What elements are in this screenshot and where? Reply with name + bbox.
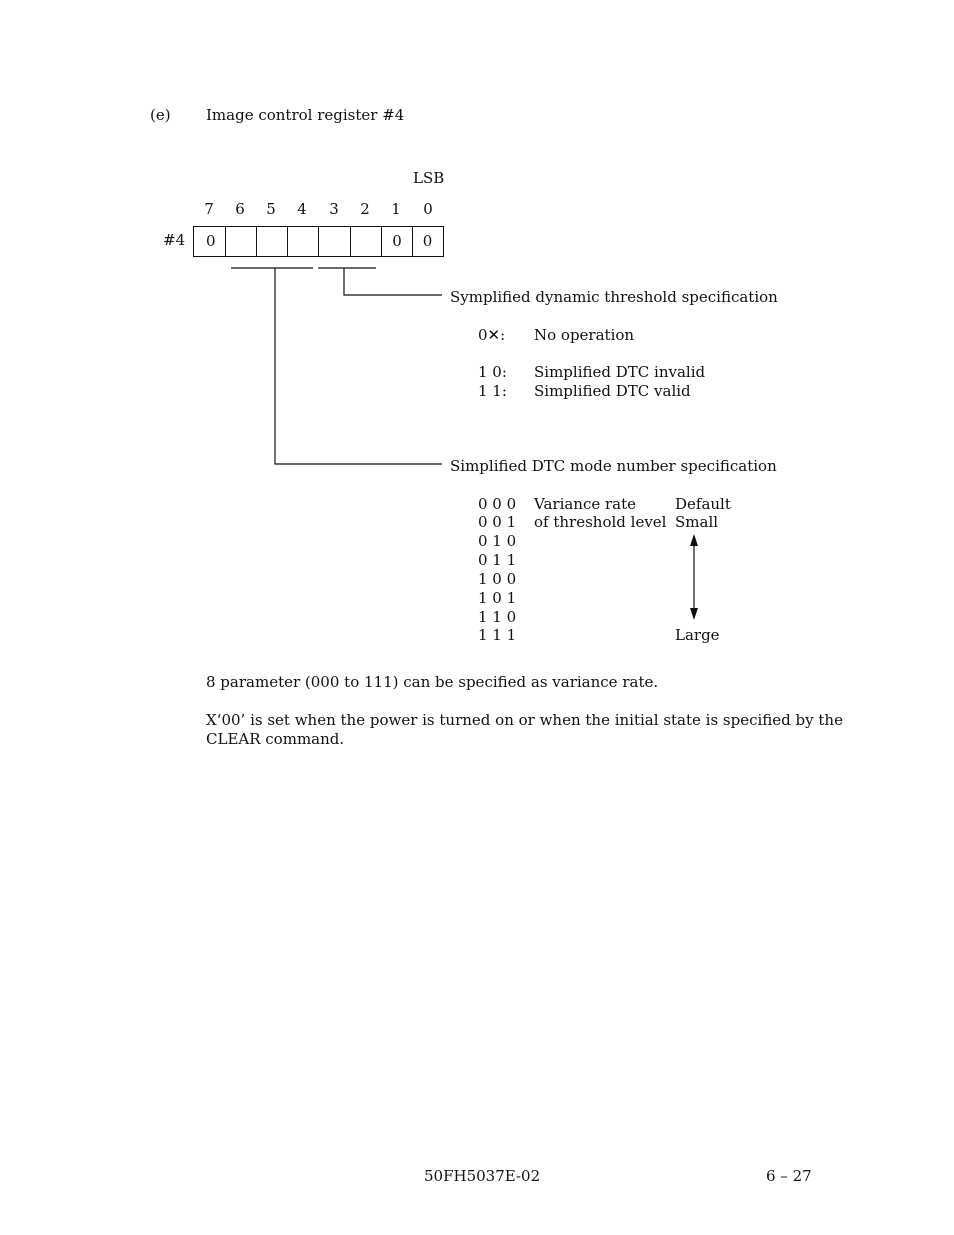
mode-code: 0 1 0 xyxy=(478,532,517,550)
bit-number-2: 2 xyxy=(360,200,370,218)
footer-doc-id: 50FH5037E-02 xyxy=(424,1167,541,1185)
variance-label-line2: of threshold level xyxy=(534,513,667,531)
bit-number-7: 7 xyxy=(204,200,214,218)
arrow-up-head xyxy=(690,534,698,546)
mode-code: 0 1 1 xyxy=(478,551,517,569)
mode-code: 1 0 1 xyxy=(478,589,517,607)
threshold-leader-line xyxy=(344,268,442,295)
bit-number-1: 1 xyxy=(391,200,401,218)
threshold-option-code: 1 0: xyxy=(478,363,507,381)
mode-code: 1 1 0 xyxy=(478,608,517,626)
arrow-down-head xyxy=(690,608,698,620)
small-label: Small xyxy=(675,513,719,531)
footer-page-number: 6 – 27 xyxy=(766,1167,812,1185)
threshold-option-code: 1 1: xyxy=(478,382,507,400)
bit-number-0: 0 xyxy=(423,200,433,218)
register-name: #4 xyxy=(163,231,186,249)
section-label: (e) xyxy=(150,106,171,124)
bit-number-4: 4 xyxy=(297,200,307,218)
bit-number-3: 3 xyxy=(329,200,339,218)
note-initial-state-line2: CLEAR command. xyxy=(206,730,345,748)
mode-spec-title: Simplified DTC mode number specification xyxy=(450,457,777,475)
note-initial-state-line1: X‘00’ is set when the power is turned on or when the initial state is specified by the xyxy=(206,711,843,729)
bit-number-5: 5 xyxy=(266,200,276,218)
section-title: Image control register #4 xyxy=(206,106,405,124)
bit-number-6: 6 xyxy=(235,200,245,218)
mode-code: 1 1 1 xyxy=(478,626,517,644)
variance-label-line1: Variance rate xyxy=(534,495,637,513)
bit-value-0: 0 xyxy=(422,232,433,250)
note-variance-parameters: 8 parameter (000 to 111) can be specified as variance rate. xyxy=(206,673,659,691)
threshold-spec-title: Symplified dynamic threshold specification xyxy=(450,288,778,306)
default-label: Default xyxy=(675,495,731,513)
large-label: Large xyxy=(675,626,720,644)
threshold-option-desc: Simplified DTC invalid xyxy=(534,363,706,381)
threshold-option-desc: Simplified DTC valid xyxy=(534,382,691,400)
mode-leader-line xyxy=(275,268,442,464)
mode-code: 1 0 0 xyxy=(478,570,517,588)
mode-code: 0 0 1 xyxy=(478,513,517,531)
lsb-label: LSB xyxy=(413,169,445,187)
threshold-option-desc: No operation xyxy=(534,326,635,344)
bit-value-7: 0 xyxy=(206,232,216,250)
bit-value-1: 0 xyxy=(392,232,402,250)
threshold-option-code: 0✕: xyxy=(478,326,506,344)
mode-code: 0 0 0 xyxy=(478,495,517,513)
